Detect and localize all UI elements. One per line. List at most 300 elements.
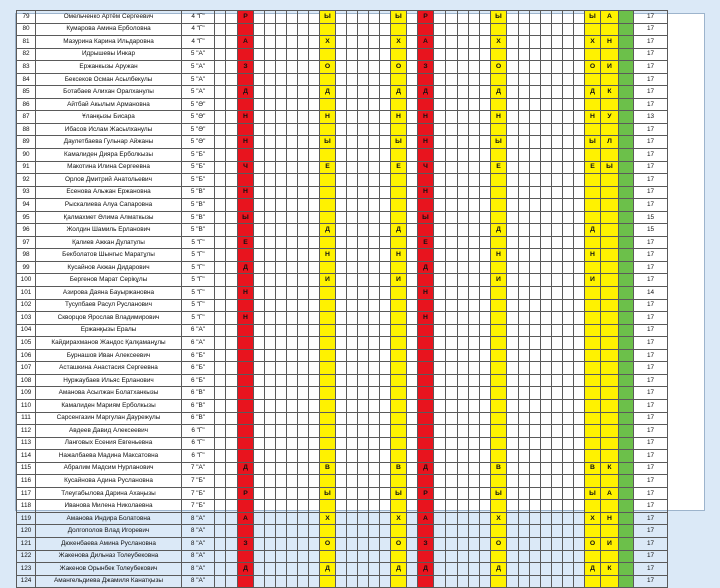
cell [574, 236, 585, 249]
cell [380, 387, 391, 400]
cell [574, 399, 585, 412]
cell-name: Асташкина Анастасия Сергеевна [36, 362, 182, 375]
cell [446, 374, 458, 387]
cell [309, 337, 320, 350]
cell-cls: 5 "А" [182, 48, 215, 61]
cell [226, 563, 238, 576]
cell [458, 299, 469, 312]
cell-num: 98 [17, 249, 36, 262]
cell [574, 437, 585, 450]
cell [434, 349, 446, 362]
cell [391, 48, 407, 61]
cell [446, 36, 458, 49]
cell [574, 111, 585, 124]
cell [446, 324, 458, 337]
cell [309, 123, 320, 136]
cell [491, 475, 507, 488]
cell-cls: 5 "Г" [182, 312, 215, 325]
cell [215, 349, 226, 362]
cell-num: 106 [17, 349, 36, 362]
cell [347, 261, 358, 274]
cell [434, 475, 446, 488]
cell [380, 61, 391, 74]
cell [563, 86, 574, 99]
cell [407, 161, 418, 174]
cell [265, 550, 276, 563]
cell [480, 98, 491, 111]
cell [552, 525, 563, 538]
cell [254, 11, 265, 24]
cell [369, 299, 380, 312]
cell-total: 17 [634, 512, 668, 525]
cell-cls: 6 "В" [182, 399, 215, 412]
cell [276, 186, 287, 199]
cell [215, 412, 226, 425]
cell [619, 525, 634, 538]
cell [215, 525, 226, 538]
cell [541, 261, 552, 274]
cell [298, 425, 309, 438]
table-row [17, 149, 668, 162]
cell-name: Аманова Асылжан Болатханкызы [36, 387, 182, 400]
cell [276, 211, 287, 224]
cell [309, 450, 320, 463]
cell [320, 261, 336, 274]
cell-letter: Ы [585, 487, 601, 500]
cell-total: 17 [634, 11, 668, 24]
cell [369, 36, 380, 49]
cell [320, 475, 336, 488]
cell [407, 362, 418, 375]
cell [254, 500, 265, 513]
cell [585, 73, 601, 86]
cell [391, 425, 407, 438]
cell [369, 274, 380, 287]
cell [601, 149, 619, 162]
cell [507, 61, 519, 74]
cell [309, 563, 320, 576]
cell [541, 462, 552, 475]
cell [254, 287, 265, 300]
cell [519, 362, 530, 375]
cell [541, 48, 552, 61]
cell [519, 324, 530, 337]
cell [507, 512, 519, 525]
cell [491, 149, 507, 162]
cell [619, 73, 634, 86]
cell-letter: Р [418, 487, 434, 500]
cell [336, 174, 347, 187]
cell [585, 236, 601, 249]
cell [309, 48, 320, 61]
cell [215, 512, 226, 525]
cell [287, 425, 298, 438]
cell [336, 261, 347, 274]
cell [358, 111, 369, 124]
cell [574, 337, 585, 350]
cell [530, 487, 541, 500]
cell-cls: 6 "В" [182, 412, 215, 425]
table-row [17, 186, 668, 199]
cell [320, 186, 336, 199]
cell [541, 149, 552, 162]
cell-letter [418, 475, 434, 488]
cell [552, 249, 563, 262]
cell [309, 261, 320, 274]
cell [434, 387, 446, 400]
cell [601, 123, 619, 136]
cell-letter [238, 199, 254, 212]
cell [619, 387, 634, 400]
cell [380, 399, 391, 412]
cell [391, 412, 407, 425]
cell [574, 36, 585, 49]
cell [380, 475, 391, 488]
cell [358, 525, 369, 538]
cell [541, 362, 552, 375]
cell [276, 563, 287, 576]
cell [358, 36, 369, 49]
cell [369, 149, 380, 162]
cell [298, 299, 309, 312]
cell [215, 299, 226, 312]
cell-letter: Н [418, 312, 434, 325]
cell [434, 86, 446, 99]
cell [601, 174, 619, 187]
cell [552, 324, 563, 337]
cell [530, 61, 541, 74]
cell [563, 349, 574, 362]
cell [619, 86, 634, 99]
cell [541, 437, 552, 450]
cell [530, 525, 541, 538]
cell [530, 274, 541, 287]
cell [287, 487, 298, 500]
cell-letter: Н [320, 111, 336, 124]
cell [507, 174, 519, 187]
cell [491, 73, 507, 86]
cell [347, 111, 358, 124]
cell-total: 17 [634, 261, 668, 274]
cell [434, 563, 446, 576]
cell [320, 387, 336, 400]
cell [226, 149, 238, 162]
cell-letter: Н [601, 512, 619, 525]
cell [458, 73, 469, 86]
cell [552, 563, 563, 576]
cell-name: Ержанкызы Аружан [36, 61, 182, 74]
cell [480, 249, 491, 262]
cell [265, 475, 276, 488]
cell-total: 17 [634, 86, 668, 99]
cell-num: 100 [17, 274, 36, 287]
cell [446, 563, 458, 576]
cell [407, 287, 418, 300]
cell [309, 487, 320, 500]
cell-letter: В [585, 462, 601, 475]
cell [226, 123, 238, 136]
cell [552, 399, 563, 412]
cell [480, 299, 491, 312]
cell [480, 362, 491, 375]
cell [276, 500, 287, 513]
cell [480, 61, 491, 74]
cell [407, 525, 418, 538]
cell [585, 186, 601, 199]
cell-total: 17 [634, 550, 668, 563]
cell [530, 23, 541, 36]
cell [507, 399, 519, 412]
cell-cls: 5 "Б" [182, 161, 215, 174]
cell-letter: Н [491, 249, 507, 262]
cell [254, 261, 265, 274]
cell [458, 337, 469, 350]
cell [574, 11, 585, 24]
cell-cls: 8 "А" [182, 550, 215, 563]
cell [530, 349, 541, 362]
cell-cls: 7 "Б" [182, 487, 215, 500]
cell [507, 98, 519, 111]
cell [347, 249, 358, 262]
cell-cls: 5 "Ә" [182, 98, 215, 111]
cell [541, 450, 552, 463]
cell [434, 537, 446, 550]
cell [552, 174, 563, 187]
cell [254, 362, 265, 375]
cell [347, 537, 358, 550]
cell-letter: Е [320, 161, 336, 174]
cell-cls: 5 "А" [182, 61, 215, 74]
cell [458, 563, 469, 576]
cell [358, 149, 369, 162]
cell [619, 299, 634, 312]
cell [552, 123, 563, 136]
cell [347, 575, 358, 588]
cell-letter [418, 274, 434, 287]
cell [458, 23, 469, 36]
cell [254, 236, 265, 249]
cell [287, 199, 298, 212]
cell-letter [238, 123, 254, 136]
cell-name: Авдеев Давид Алексеевич [36, 425, 182, 438]
cell-letter: Ы [585, 136, 601, 149]
cell [563, 312, 574, 325]
cell [601, 425, 619, 438]
cell [469, 450, 480, 463]
cell [469, 123, 480, 136]
cell-total: 17 [634, 412, 668, 425]
cell [446, 450, 458, 463]
cell [336, 299, 347, 312]
cell [369, 211, 380, 224]
cell-cls: 4 "Г" [182, 36, 215, 49]
cell [480, 437, 491, 450]
cell-num: 94 [17, 199, 36, 212]
cell-letter: К [601, 563, 619, 576]
cell [309, 98, 320, 111]
cell [215, 11, 226, 24]
cell-cls: 5 "В" [182, 224, 215, 237]
cell [563, 450, 574, 463]
cell [480, 287, 491, 300]
cell [298, 563, 309, 576]
cell [601, 73, 619, 86]
cell-num: 99 [17, 261, 36, 274]
cell-total: 17 [634, 525, 668, 538]
cell [276, 399, 287, 412]
cell [391, 374, 407, 387]
cell [254, 450, 265, 463]
cell [469, 36, 480, 49]
cell-total: 17 [634, 462, 668, 475]
cell-letter: Р [238, 11, 254, 24]
cell [369, 136, 380, 149]
cell [254, 249, 265, 262]
cell [530, 161, 541, 174]
cell-letter: Н [418, 186, 434, 199]
cell [480, 387, 491, 400]
cell-letter: Е [391, 161, 407, 174]
cell [491, 425, 507, 438]
cell-letter: Р [238, 487, 254, 500]
cell [276, 475, 287, 488]
cell-letter: К [601, 462, 619, 475]
cell-letter [238, 48, 254, 61]
cell [601, 399, 619, 412]
cell [347, 186, 358, 199]
cell [336, 86, 347, 99]
cell [369, 123, 380, 136]
cell [276, 61, 287, 74]
cell-name: Скворцов Ярослав Владимирович [36, 312, 182, 325]
cell [458, 123, 469, 136]
cell [574, 136, 585, 149]
cell [552, 61, 563, 74]
cell [491, 23, 507, 36]
cell-total: 17 [634, 161, 668, 174]
table-row [17, 224, 668, 237]
cell [287, 261, 298, 274]
cell [298, 512, 309, 525]
cell [519, 61, 530, 74]
cell-letter: У [601, 111, 619, 124]
cell [434, 362, 446, 375]
cell [574, 199, 585, 212]
cell [369, 61, 380, 74]
cell [336, 211, 347, 224]
results-table [16, 10, 668, 588]
cell-name: Ибасов Ислам Жасылханулы [36, 123, 182, 136]
cell [563, 224, 574, 237]
cell [254, 537, 265, 550]
cell [298, 61, 309, 74]
cell [519, 111, 530, 124]
cell [226, 437, 238, 450]
cell [469, 563, 480, 576]
cell [298, 462, 309, 475]
cell [480, 575, 491, 588]
cell [469, 274, 480, 287]
cell [601, 575, 619, 588]
cell [298, 123, 309, 136]
cell [369, 412, 380, 425]
cell [530, 312, 541, 325]
cell-letter [418, 123, 434, 136]
cell-total: 17 [634, 475, 668, 488]
cell-letter: З [238, 537, 254, 550]
cell [541, 161, 552, 174]
cell [265, 575, 276, 588]
cell [619, 36, 634, 49]
cell [480, 224, 491, 237]
cell [347, 425, 358, 438]
cell-num: 123 [17, 563, 36, 576]
cell [563, 324, 574, 337]
cell [491, 199, 507, 212]
cell [469, 249, 480, 262]
cell [480, 324, 491, 337]
cell [469, 399, 480, 412]
cell [380, 450, 391, 463]
cell-letter [238, 387, 254, 400]
cell-letter: Д [585, 563, 601, 576]
cell [309, 362, 320, 375]
cell [574, 98, 585, 111]
cell [458, 525, 469, 538]
cell [369, 199, 380, 212]
cell [391, 73, 407, 86]
cell [336, 136, 347, 149]
cell [287, 537, 298, 550]
cell [369, 525, 380, 538]
cell [309, 425, 320, 438]
cell [541, 236, 552, 249]
table-row [17, 123, 668, 136]
cell-letter: Д [238, 261, 254, 274]
table-row [17, 161, 668, 174]
cell-letter: Н [418, 136, 434, 149]
cell [215, 111, 226, 124]
cell [469, 500, 480, 513]
cell [215, 224, 226, 237]
cell [276, 236, 287, 249]
cell-total: 17 [634, 337, 668, 350]
cell [469, 161, 480, 174]
cell [347, 500, 358, 513]
cell-letter: Д [418, 462, 434, 475]
cell [254, 199, 265, 212]
cell [226, 11, 238, 24]
cell [469, 312, 480, 325]
cell [601, 287, 619, 300]
cell [254, 349, 265, 362]
cell [287, 387, 298, 400]
cell [407, 236, 418, 249]
cell [287, 512, 298, 525]
cell [519, 349, 530, 362]
cell [265, 374, 276, 387]
cell [530, 324, 541, 337]
cell [276, 98, 287, 111]
cell-cls: 8 "А" [182, 525, 215, 538]
cell-name: Айтбай Акылым Армановна [36, 98, 182, 111]
table-row [17, 61, 668, 74]
cell [336, 111, 347, 124]
cell [458, 261, 469, 274]
cell [287, 287, 298, 300]
cell [358, 224, 369, 237]
cell [407, 324, 418, 337]
